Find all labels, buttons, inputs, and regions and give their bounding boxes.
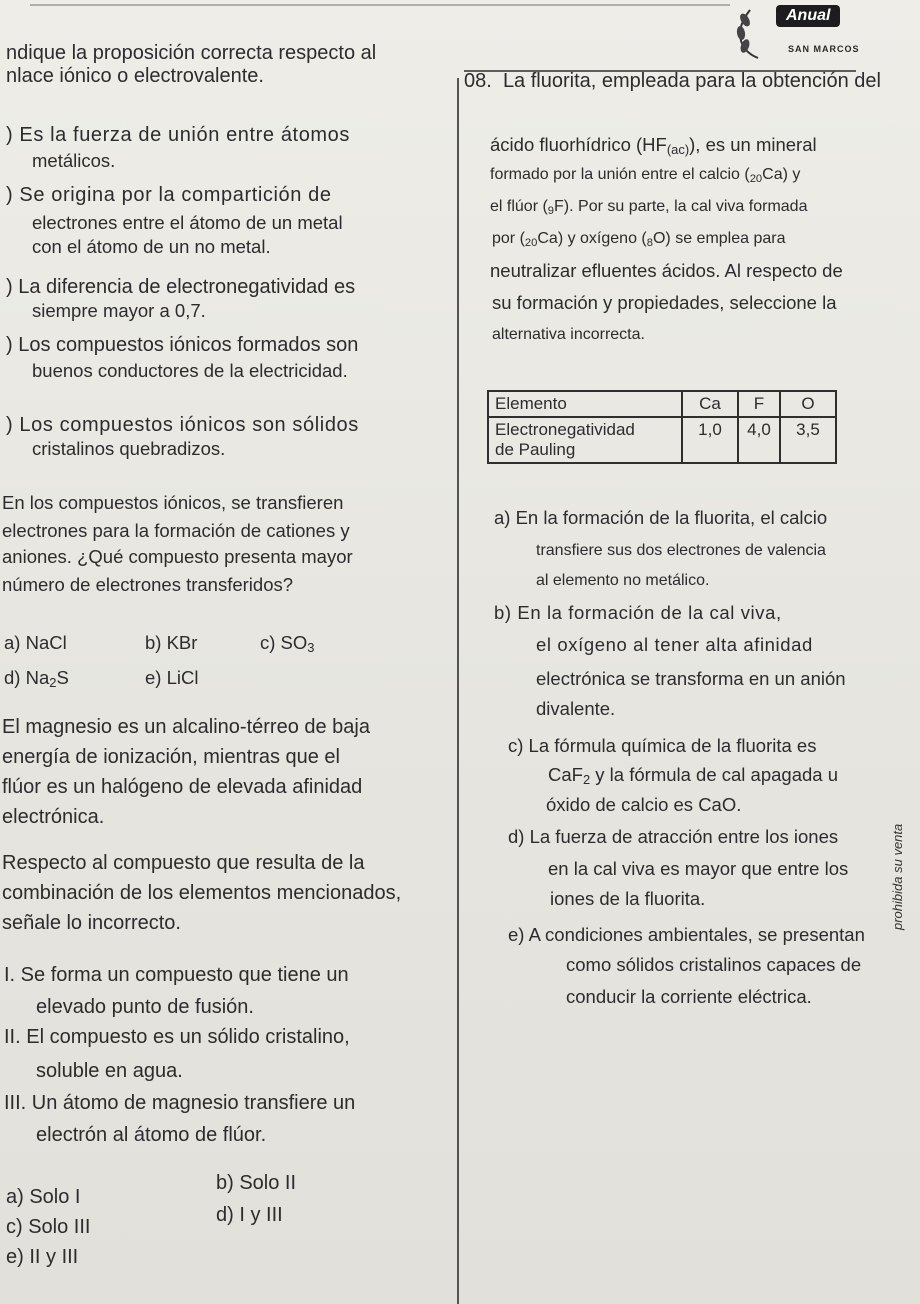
q-transfer-line-3: aniones. ¿Qué compuesto presenta mayor (2, 546, 353, 567)
q08-line-1 (464, 70, 881, 92)
table-val-o: 3,5 (780, 417, 836, 463)
q-mg-answer-b: b) Solo II (216, 1172, 297, 1194)
q-ionic-option-c: ) La diferencia de electronegatividad es (6, 276, 356, 298)
c-pre: c) SO (260, 632, 308, 653)
q08-option-b-2: el oxígeno al tener alta afinidad (536, 634, 813, 655)
q-ionic-option-c-2: siempre mayor a 0,7. (32, 300, 206, 321)
q08-option-b-3: electrónica se transforma en un anión (536, 668, 846, 689)
q-mg-line-2: energía de ionización, mientras que el (2, 746, 340, 768)
electronegativity-table (487, 390, 837, 464)
q08-option-b: b) En la formación de la cal viva, (494, 602, 782, 623)
q08-option-e: e) A condiciones ambientales, se presentan (508, 924, 865, 945)
q-mg-line-5: Respecto al compuesto que resulta de la (2, 852, 365, 874)
table-header-element: Elemento (488, 391, 682, 417)
q08-l2-sub: (ac) (666, 142, 690, 157)
q-transfer-answer-b: b) KBr (145, 632, 198, 653)
q08-line-4 (490, 196, 807, 222)
q08-l4-post: F). Por su parte, la cal viva formada (554, 198, 808, 215)
q-mg-answer-c: c) Solo III (6, 1216, 91, 1238)
q-mg-item-2: II. El compuesto es un sólido cristalino, (4, 1026, 350, 1048)
q-mg-line-4: electrónica. (2, 806, 105, 828)
q-mg-answer-d: d) I y III (216, 1204, 283, 1226)
side-note: prohibida su venta (890, 823, 905, 930)
table-row (488, 391, 836, 417)
q08-l3-post: Ca) y (762, 166, 801, 183)
q08-l4-sub: 9 (547, 205, 555, 217)
q08-l2-post: ), es un mineral (689, 134, 817, 155)
brand-label: Anual (776, 5, 840, 27)
q08-line-5 (492, 228, 786, 254)
q-mg-answer-e: e) II y III (6, 1246, 79, 1268)
q-mg-item-2-2: soluble en agua. (36, 1060, 183, 1082)
q08-c2-sub: 2 (582, 772, 591, 787)
q-ionic-option-a: ) Es la fuerza de unión entre átomos (6, 124, 351, 146)
anual-logo (728, 0, 868, 66)
q-mg-item-1: I. Se forma un compuesto que tiene un (4, 964, 349, 986)
q08-option-a-2: transfiere sus dos electrones de valencia (536, 542, 826, 559)
q-mg-answer-a: a) Solo I (6, 1186, 81, 1208)
q-transfer-line-4: número de electrones transferidos? (2, 574, 294, 595)
q08-line-8: alternativa incorrecta. (492, 326, 645, 343)
table-col-ca: Ca (682, 391, 738, 417)
q-mg-line-3: flúor es un halógeno de elevada afinidad (2, 776, 363, 798)
table-row (488, 417, 836, 463)
q-ionic-intro-1: ndique la proposición correcta respecto al (6, 42, 377, 64)
q-ionic-intro-2: nlace iónico o electrovalente. (6, 65, 264, 87)
table-val-ca: 1,0 (682, 417, 738, 463)
q08-l5-sub1: 20 (524, 237, 538, 249)
table-col-f: F (738, 391, 780, 417)
d-pre: d) Na (4, 667, 50, 688)
q-ionic-option-d: ) Los compuestos iónicos formados son (6, 334, 359, 356)
table-header-electroneg (488, 417, 682, 463)
q08-option-e-3: conducir la corriente eléctrica. (566, 986, 812, 1007)
d-sub: 2 (49, 675, 57, 690)
q-mg-line-7: señale lo incorrecto. (2, 912, 181, 934)
q-mg-line-6: combinación de los elementos mencionados, (2, 882, 402, 904)
q-transfer-line-2: electrones para la formación de cationes y (2, 520, 350, 541)
q08-option-d-2: en la cal viva es mayor que entre los (548, 858, 849, 879)
q-transfer-answer-e: e) LiCl (145, 667, 199, 688)
q08-l4-pre: el flúor ( (490, 198, 548, 215)
top-rule (30, 4, 730, 6)
q-ionic-option-a-2: metálicos. (32, 150, 116, 171)
q-ionic-option-b-3: con el átomo de un no metal. (32, 236, 271, 257)
d-post: S (56, 667, 69, 688)
q-mg-line-1: El magnesio es un alcalino-térreo de baja (2, 716, 370, 738)
table-h3: de Pauling (495, 440, 576, 459)
q08-line-6: neutralizar efluentes ácidos. Al respecto de (490, 260, 843, 281)
table-val-f: 4,0 (738, 417, 780, 463)
q-transfer-line-1: En los compuestos iónicos, se transfieren (2, 492, 344, 513)
q-transfer-answer-a: a) NaCl (4, 632, 67, 653)
q08-line-2 (490, 134, 817, 161)
q08-l1: La fluorita, empleada para la obtención del (502, 70, 881, 92)
q08-c2-post: y la fórmula de cal apagada u (590, 764, 839, 785)
table-h2: Electronegatividad (495, 420, 635, 439)
brand-sub: SAN MARCOS (788, 44, 860, 54)
q08-l5-b: Ca) y oxígeno ( (537, 230, 647, 247)
q08-option-d: d) La fuerza de atracción entre los iones (508, 826, 839, 847)
q08-c2-pre: CaF (548, 764, 583, 785)
q08-option-b-4: divalente. (536, 698, 616, 719)
table-col-o: O (780, 391, 836, 417)
q-ionic-option-b: ) Se origina por la compartición de (6, 184, 332, 206)
q08-option-d-3: iones de la fluorita. (550, 888, 706, 909)
q08-option-a-3: al elemento no metálico. (536, 572, 710, 589)
q08-line-7: su formación y propiedades, seleccione la (492, 292, 837, 313)
q-ionic-option-b-2: electrones entre el átomo de un metal (32, 212, 343, 233)
q08-l5-c: O) se emplea para (652, 230, 786, 247)
q08-line-3 (490, 164, 800, 190)
q-ionic-option-e: ) Los compuestos iónicos son sólidos (6, 414, 359, 436)
q08-option-e-2: como sólidos cristalinos capaces de (566, 954, 862, 975)
q08-l3-pre: formado por la unión entre el calcio ( (490, 166, 750, 183)
q08-option-c-3: óxido de calcio es CaO. (546, 794, 742, 815)
q08-option-c-2 (548, 764, 838, 791)
q08-option-c: c) La fórmula química de la fluorita es (508, 735, 817, 756)
q08-l3-sub: 20 (749, 173, 763, 185)
q-transfer-answer-d (4, 667, 69, 694)
q-ionic-option-d-2: buenos conductores de la electricidad. (32, 360, 348, 381)
q-mg-item-3-2: electrón al átomo de flúor. (36, 1124, 267, 1146)
c-sub: 3 (307, 640, 315, 655)
q-mg-item-1-2: elevado punto de fusión. (36, 996, 254, 1018)
q-transfer-answer-c (260, 632, 314, 659)
q08-l2-pre: ácido fluorhídrico (HF (490, 134, 667, 155)
q-ionic-option-e-2: cristalinos quebradizos. (32, 438, 226, 459)
q08-option-a: a) En la formación de la fluorita, el calcio (494, 507, 828, 528)
q08-number: 08. (464, 70, 492, 92)
q08-l5-sub2: 8 (646, 237, 653, 249)
column-divider (457, 78, 459, 1304)
q08-l5-a: por ( (492, 230, 525, 247)
q-mg-item-3: III. Un átomo de magnesio transfiere un (4, 1092, 356, 1114)
